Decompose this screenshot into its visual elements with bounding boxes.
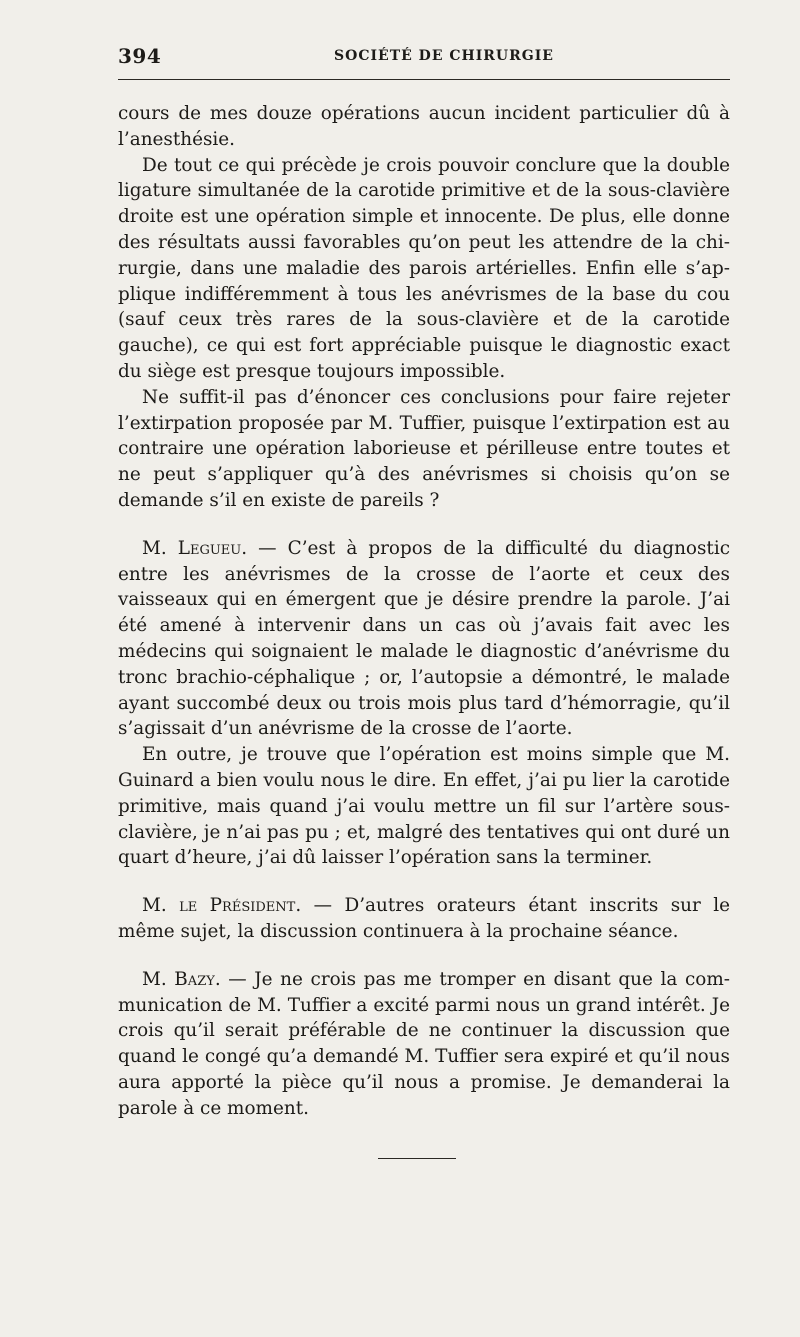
page-number: 394 — [118, 44, 162, 68]
speaker-name: M. Bazy. — [142, 968, 221, 990]
section-end-rule — [378, 1158, 456, 1159]
paragraph-extirpation: Ne suffit-il pas d’énoncer ces conclusions pour faire rejeter l’extirpation proposée par M. Tuffier, puisque l’extirpation est au contraire une opération laborieuse et périlleuse entre toutes et ne peut s’appliquer qu’à des anévrismes si choisis qu’on se demande s’il en existe de pareils ? — [118, 386, 730, 511]
speaker-name: M. Legueu. — [142, 537, 248, 559]
header-rule — [118, 79, 730, 80]
page-header — [118, 44, 730, 72]
speech-text: — C’est à propos de la difficulté du diagnostic entre les anévrismes de la crosse de l’aorte et ceux des vaisseaux qui en émergent que je désire prendre la parole. J’ai été amené à intervenir dans un cas où j’avais fait avec les médecins qui soignaient le malade le diagnostic d’anévrisme du tronc brachio-céphalique ; or, l’autopsie a démontré, le malade ayant succombé deux ou trois mois plus tard d’hémorragie, qu’il s’agissait d’un anévrisme de la crosse de l’aorte. — [118, 537, 730, 740]
paragraph-legueu-continued: En outre, je trouve que l’opération est moins simple que M. Guinard a bien voulu nous le dire. En effet, j’ai pu lier la carotide primitive, mais quand j’ai voulu mettre un fil sur l’artère sous-clavière, je n’ai pas pu ; et, malgré des tentatives qui ont duré un quart d’heure, j’ai dû laisser l’opération sans la terminer. — [118, 744, 730, 869]
page-body — [118, 101, 730, 1121]
running-head: SOCIÉTÉ DE CHIRURGIE — [334, 48, 554, 64]
paragraph-conclusion: De tout ce qui précède je crois pouvoir conclure que la double ligature simultanée de la carotide primitive et de la sous-clavière droite est une opération simple et innocente. De plus, elle donne des résultats aussi favorables qu’on peut les attendre de la chirurgie, dans une maladie des parois artérielles. Enfin elle s’applique indifféremment à tous les anévrismes de la base du cou (sauf ceux très rares de la sous-clavière et de la carotide gauche), ce qui est fort appréciable puisque le diagnostic exact du siège est presque toujours impossible. — [118, 154, 730, 382]
speech-text: — D’autres orateurs étant inscrits sur le même sujet, la discussion continuera à la prochaine séance. — [118, 895, 730, 942]
speech-text: — Je ne crois pas me tromper en disant que la communication de M. Tuffier a excité parmi nous un grand intérêt. Je crois qu’il serait préférable de ne continuer la discussion que quand le congé qu’a demandé M. Tuffier sera expiré et qu’il nous aura apporté la pièce qu’il nous a promise. Je demanderai la parole à ce moment. — [118, 968, 730, 1119]
speech-legueu — [118, 536, 730, 742]
speaker-name: M. le Président. — [142, 895, 302, 917]
speech-bazy — [118, 967, 730, 1122]
paragraph-continuation: cours de mes douze opérations aucun incident particulier dû à l’anesthésie. — [118, 103, 730, 150]
speech-president — [118, 893, 730, 945]
